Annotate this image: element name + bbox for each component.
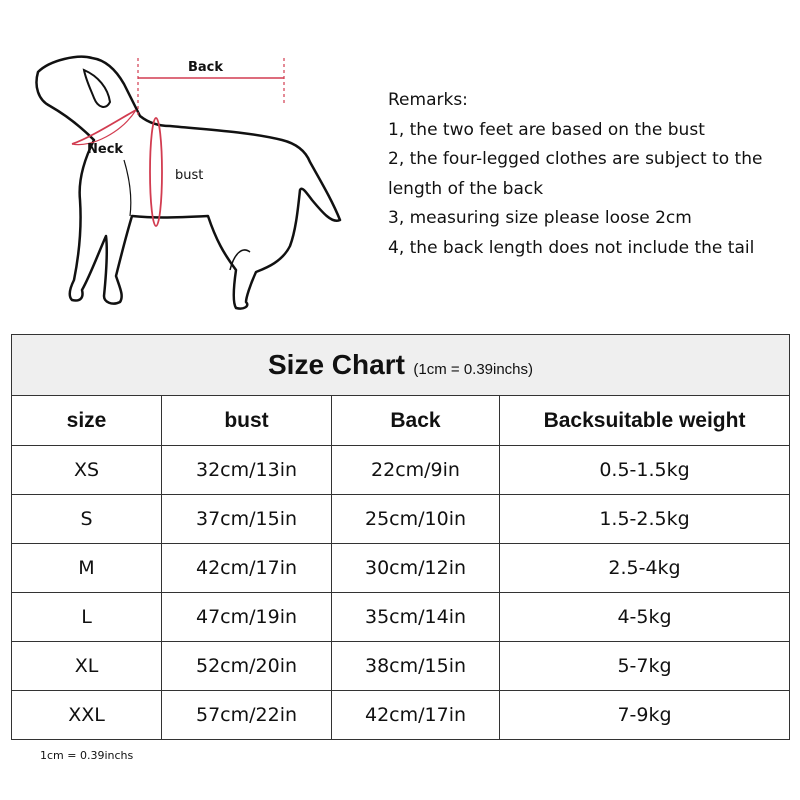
bust-cell: 57cm/22in	[162, 691, 332, 740]
bust-label: bust	[175, 168, 204, 183]
header-row	[12, 396, 790, 446]
back-label: Back	[188, 60, 224, 75]
size-cell: L	[12, 593, 162, 642]
bust-cell: 37cm/15in	[162, 495, 332, 544]
table-row	[12, 691, 790, 740]
size-cell: XL	[12, 642, 162, 691]
remarks-block	[388, 86, 788, 263]
bust-cell: 32cm/13in	[162, 446, 332, 495]
size-cell: M	[12, 544, 162, 593]
remark-line: 3, measuring size please loose 2cm	[388, 208, 692, 228]
back-cell: 42cm/17in	[332, 691, 500, 740]
neck-label: Neck	[87, 142, 124, 157]
table-row	[12, 446, 790, 495]
back-cell: 22cm/9in	[332, 446, 500, 495]
bust-cell: 42cm/17in	[162, 544, 332, 593]
back-cell: 38cm/15in	[332, 642, 500, 691]
remark-line: 2, the four-legged clothes are subject to the	[388, 149, 763, 169]
size-chart-title-cell	[12, 335, 790, 396]
remark-line: 4, the back length does not include the tail	[388, 237, 755, 258]
table-row	[12, 593, 790, 642]
column-header-bust: bust	[162, 396, 332, 446]
dog-measurement-diagram	[20, 40, 360, 330]
size-cell: XXL	[12, 691, 162, 740]
column-header-back: Back	[332, 396, 500, 446]
size-cell: S	[12, 495, 162, 544]
column-header-size: size	[12, 396, 162, 446]
back-cell: 25cm/10in	[332, 495, 500, 544]
back-cell: 30cm/12in	[332, 544, 500, 593]
size-chart-subtitle: (1cm = 0.39inchs)	[413, 361, 534, 378]
size-chart-table	[11, 334, 790, 740]
weight-cell: 2.5-4kg	[500, 544, 790, 593]
back-cell: 35cm/14in	[332, 593, 500, 642]
weight-cell: 1.5-2.5kg	[500, 495, 790, 544]
size-chart-title: Size Chart	[268, 349, 405, 380]
unit-footnote: 1cm = 0.39inchs	[40, 749, 134, 762]
weight-cell: 0.5-1.5kg	[500, 446, 790, 495]
bust-cell: 47cm/19in	[162, 593, 332, 642]
table-row	[12, 544, 790, 593]
weight-cell: 5-7kg	[500, 642, 790, 691]
size-cell: XS	[12, 446, 162, 495]
table-row	[12, 495, 790, 544]
table-row	[12, 642, 790, 691]
remarks-heading: Remarks:	[388, 90, 468, 110]
weight-cell: 4-5kg	[500, 593, 790, 642]
weight-cell: 7-9kg	[500, 691, 790, 740]
bust-cell: 52cm/20in	[162, 642, 332, 691]
column-header-weight: Backsuitable weight	[500, 396, 790, 446]
remark-line: length of the back	[388, 178, 544, 199]
remark-line: 1, the two feet are based on the bust	[388, 119, 705, 140]
dog-silhouette-icon	[20, 40, 360, 330]
